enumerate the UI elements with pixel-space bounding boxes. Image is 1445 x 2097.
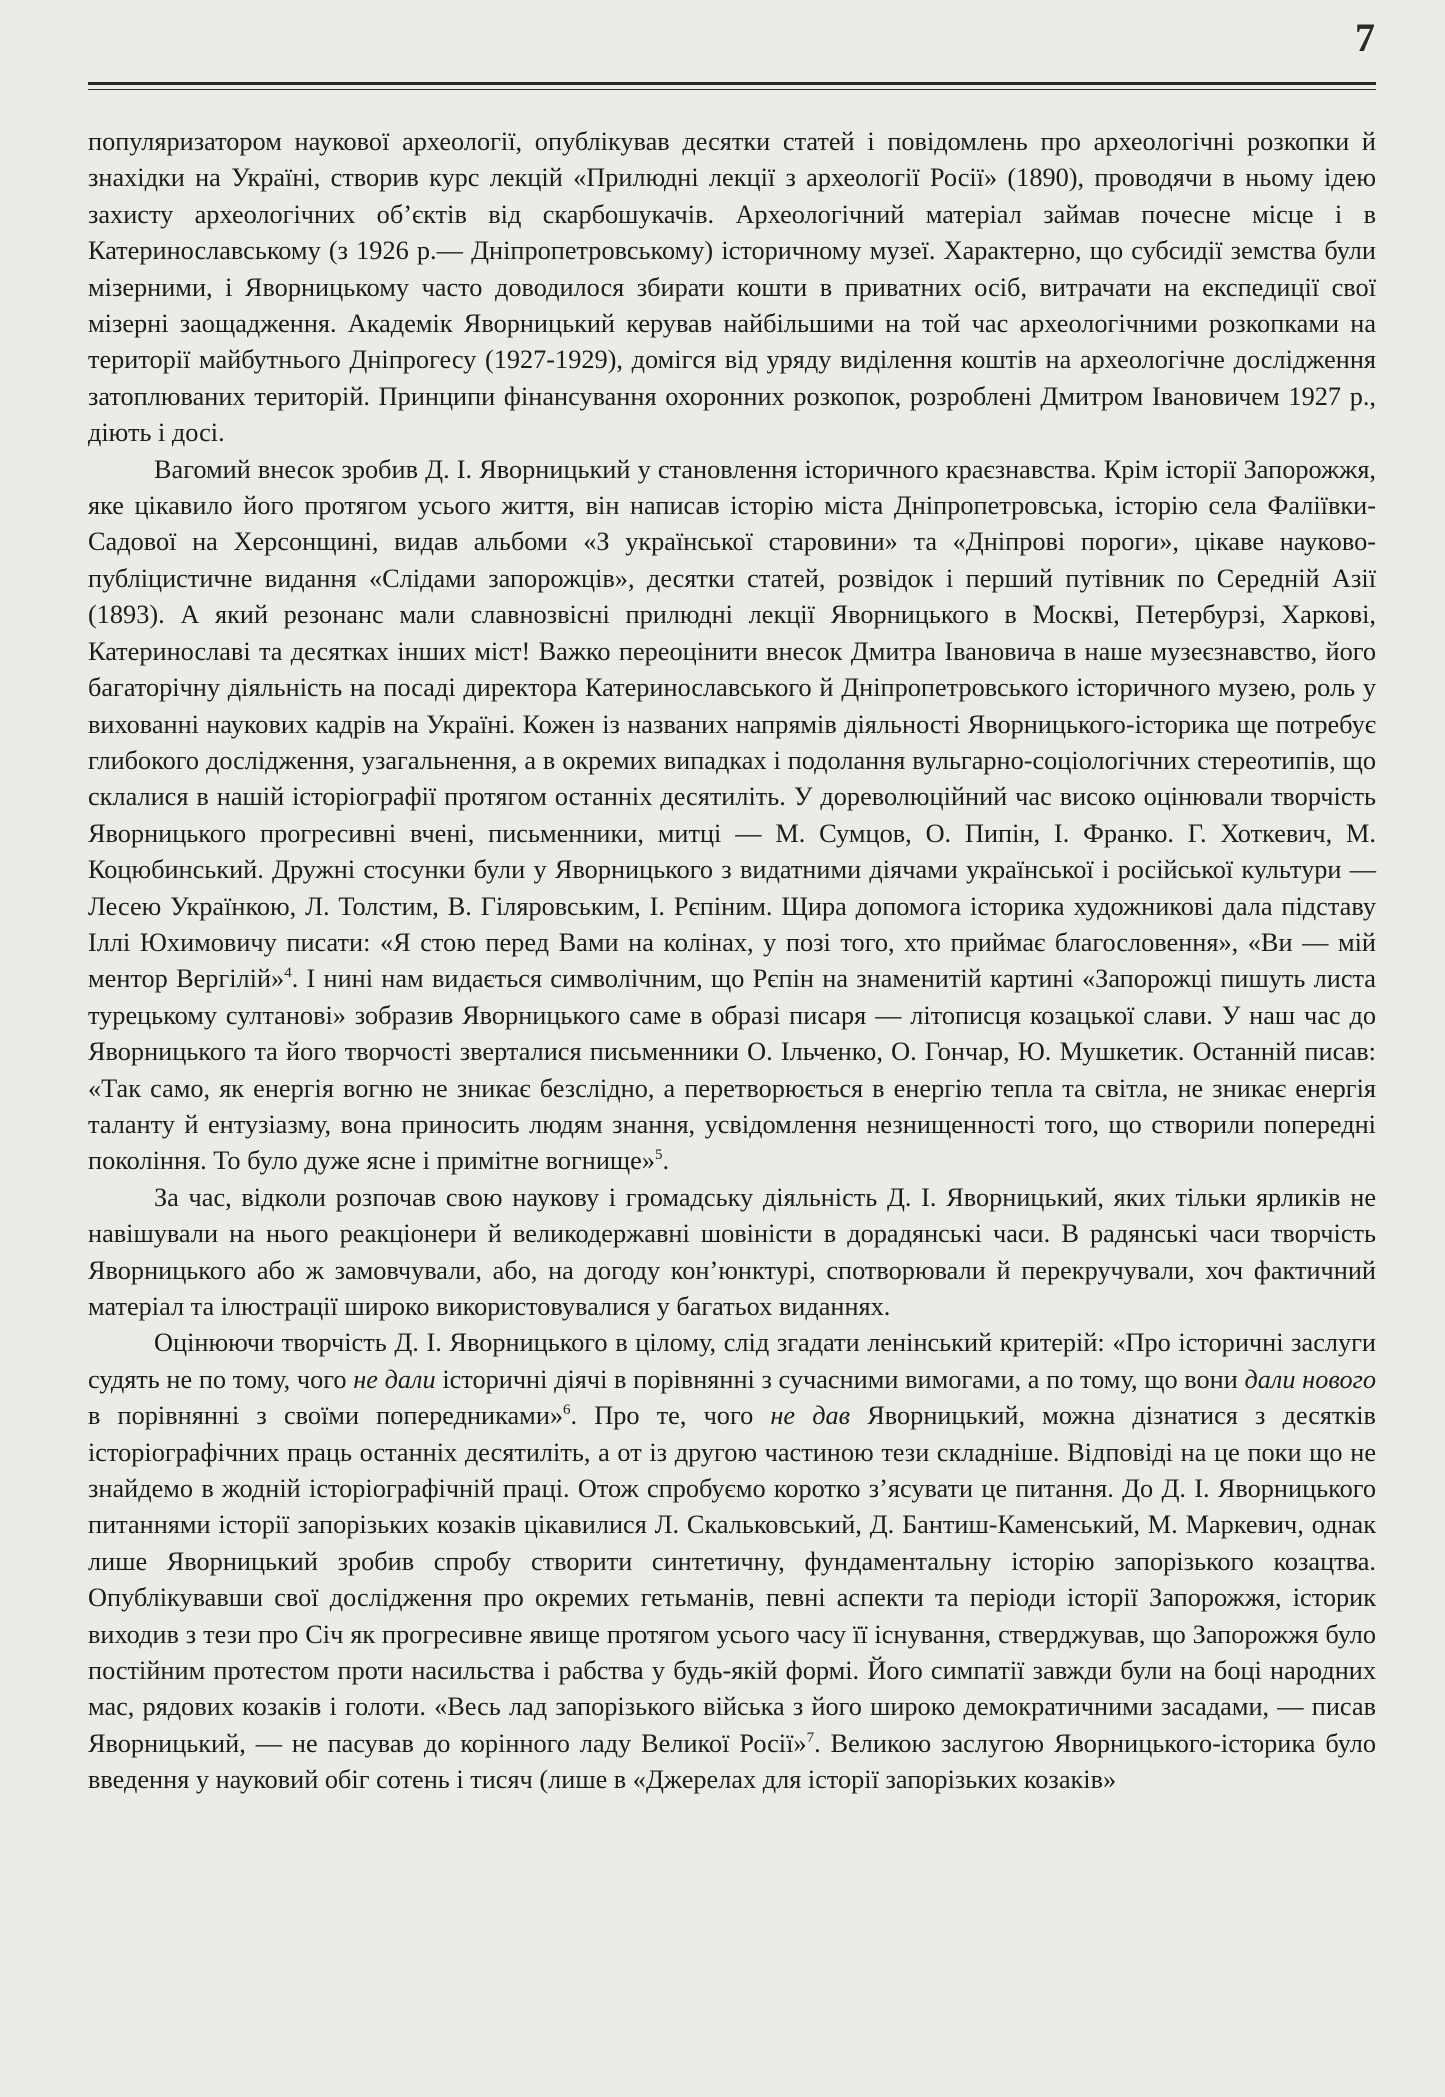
footnote-ref-5: 5: [654, 1147, 663, 1164]
footnote-ref-4: 4: [284, 965, 292, 982]
paragraph-4-text-5: Яворницький, можна дізнатися з десятків історіографічних праць останніх десятиліть, а от із другою частиною тези складніше. Відповіді на це поки що не знайдемо в жодній історіографічній праці. Отож спробуємо коротко з’ясувати це питання. До Д. І. Яворницького питаннями історії запорізьких козаків цікавилися Л. Скальковський, Д. Бантиш-Каменський, М. Маркевич, однак лише Яворницький зробив спробу створити синтетичну, фундаментальну історію запорізького козацтва. Опублікувавши свої дослідження про окремих гетьманів, певні аспекти та періоди історії Запорожжя, історик виходив з тези про Січ як прогресивне явище протягом усього часу її існування, стверджував, що Запорожжя було постійним протестом проти насильства і рабства у будь-якій формі. Його симпатії завжди були на боці народних мас, рядових козаків і голоти. «Весь лад запорізького війська з його широко демократичними засадами, — писав Яворницький, — не пасував до корінного ладу Великої Росії»: [88, 1401, 1376, 1758]
paragraph-2-text-3: .: [662, 1146, 670, 1176]
paragraph-4-text-4: . Про те, чого: [570, 1401, 771, 1431]
header-rule-thin: [88, 89, 1376, 90]
paragraph-3: За час, відколи розпочав свою наукову і громадську діяльність Д. І. Яворницький, яких тільки ярликів не навішували на нього реакціонери й великодержавні шовіністи в дорадянські часи. В радянські часи творчість Яворницького або ж замовчували, або, на догоду кон’юнктурі, спотворювали й перекручували, хоч фактичний матеріал та ілюстрації широко використовувалися у багатьох виданнях.: [88, 1182, 1376, 1321]
paragraph-2: [88, 452, 1376, 1180]
paragraph-4-text-2: історичні діячі в порівнянні з сучасними вимогами, а по тому, що вони: [435, 1364, 1245, 1394]
page-number: 7: [1355, 15, 1375, 60]
italic-gave-new: дали нового: [1244, 1364, 1376, 1394]
body-text: [88, 124, 1376, 1799]
paragraph-4-text-3: в порівнянні з своїми попередниками»: [88, 1401, 564, 1431]
header-rule-thick: [88, 82, 1376, 85]
paragraph-2-text-1: Вагомий внесок зробив Д. І. Яворницький у становлення історичного краєзнавства. Крім історії Запорожжя, яке цікавило його протягом усього життя, він написав історію міста Дніпропетровська, історію села Фаліївки-Садової на Херсонщині, видав альбоми «З української старовини» та «Дніпрові пороги», цікаве науково-публіцистичне видання «Слідами запорожців», десятки статей, розвідок і перший путівник по Середній Азії (1893). А який резонанс мали славнозвісні прилюдні лекції Яворницького в Москві, Петербурзі, Харкові, Катеринославі та десятках інших міст! Важко переоцінити внесок Дмитра Івановича в наше музеєзнавство, його багаторічну діяльність на посаді директора Катеринославського й Дніпропетровського історичного музею, роль у вихованні наукових кадрів на Україні. Кожен із названих напрямів діяльності Яворницького-історика ще потребує глибокого дослідження, узагальнення, а в окремих випадках і подолання вульгарно-соціологічних стереотипів, що склалися в нашій історіографії протягом останніх десятиліть. У дореволюційний час високо оцінювали творчість Яворницького прогресивні вчені, письменники, митці — М. Сумцов, О. Пипін, І. Франко. Г. Хоткевич, М. Коцюбинський. Дружні стосунки були у Яворницького з видатними діячами української і російської культури — Лесею Українкою, Л. Толстим, В. Гіляровським, І. Рєпіним. Щира допомога історика художникові дала підставу Іллі Юхимовичу писати: «Я стою перед Вами на колінах, у позі того, хто приймає благословення», «Ви — мій ментор Вергілій»: [88, 454, 1376, 994]
paragraph-4-text-6: . Великою заслугою Яворницького-історика було введення у науковий обіг сотень і тисяч (лише в «Джерелах для історії запорізьких козаків»: [88, 1728, 1376, 1795]
paragraph-4-text-1: Оцінюючи творчість Д. І. Яворницького в цілому, слід згадати ленінський критерій: «Про історичні заслуги судять не по тому, чого: [88, 1328, 1376, 1394]
paragraph-2-text-2: . І нині нам видається символічним, що Рєпін на знаменитій картині «Запорожці пишуть листа турецькому султанові» зобразив Яворницького саме в образі писаря — літописця козацької слави. У наш час до Яворницького та його творчості зверталися письменники О. Ільченко, О. Гончар, Ю. Мушкетик. Останній писав: «Так само, як енергія вогню не зникає безслідно, а перетворюється в енергію тепла та світла, не зникає енергія таланту й ентузіазму, вона приносить людям знання, усвідомлення незнищенності того, що створили попередні покоління. То було дуже ясне і примітне вогнище»: [88, 964, 1376, 1176]
italic-not-given: не дали: [353, 1364, 436, 1394]
footnote-ref-6: 6: [563, 1402, 571, 1419]
paragraph-4: [88, 1325, 1376, 1798]
italic-did-not-give: не дав: [770, 1401, 851, 1431]
paragraph-1: популяризатором наукової археології, опублікував десятки статей і повідомлень про археологічні розкопки й знахідки на Україні, створив курс лекцій «Прилюдні лекції з археології Росії» (1890), проводячи в ньому ідею захисту археологічних об’єктів від скарбошукачів. Археологічний матеріал займав почесне місце і в Катеринославському (з 1926 р.— Дніпропетровському) історичному музеї. Характерно, що субсидії земства були мізерними, і Яворницькому часто доводилося збирати кошти в приватних осіб, витрачати на експедиції свої мізерні заощадження. Академік Яворницький керував найбільшими на той час археологічними розкопками на території майбутнього Дніпрогесу (1927-1929), домігся від уряду виділення коштів на археологічне дослідження затоплюваних територій. Принципи фінансування охоронних розкопок, розроблені Дмитром Івановичем 1927 р., діють і досі.: [88, 127, 1376, 448]
footnote-ref-7: 7: [806, 1730, 815, 1747]
